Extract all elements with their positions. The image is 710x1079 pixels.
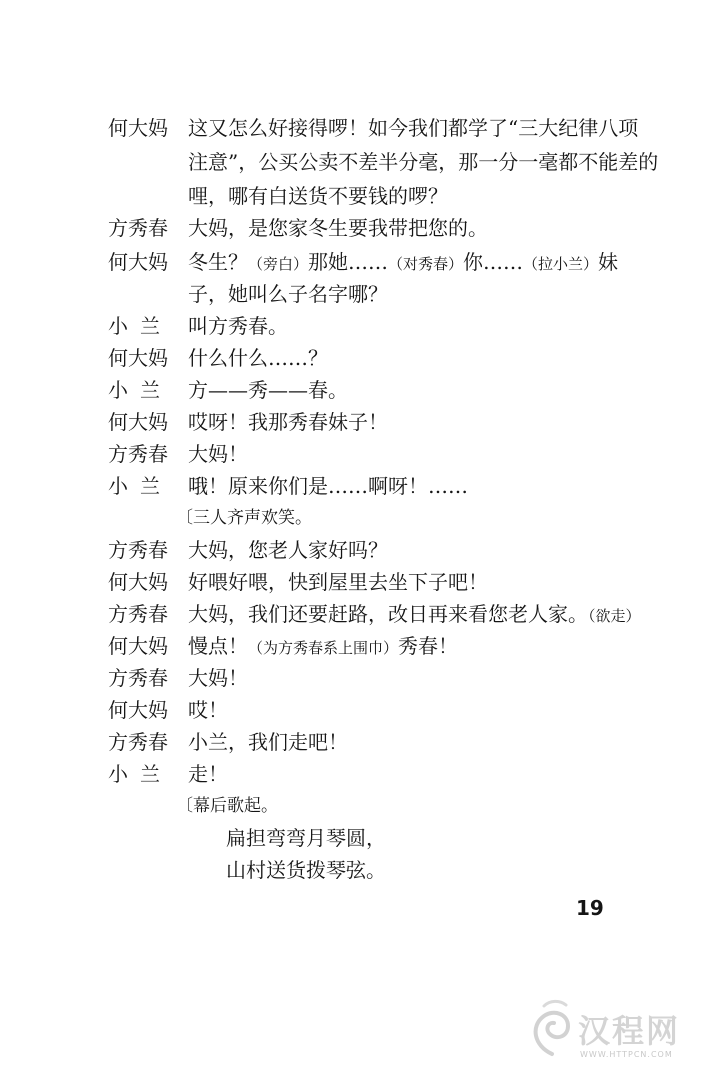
speaker-name: 方秀春 [108,538,168,562]
speaker-name: 何大妈 [108,698,168,722]
stage-aside: （旁白） [248,255,309,273]
dialogue-line [0,728,710,762]
stage-aside: （拉小兰） [523,255,599,273]
dialogue-line [0,312,710,346]
dialogue-segment: 你…… [463,250,524,274]
dialogue-line [0,408,710,442]
dialogue-line [0,760,710,794]
dialogue-line [0,600,710,634]
speaker-name: 何大妈 [108,570,168,594]
dialogue-segment: 大妈，我们还要赶路，改日再来看您老人家。 [188,602,588,626]
swirl-logo-icon [524,996,580,1060]
dialogue-segment: 慢点！ [188,634,248,658]
dialogue-text: 这又怎么好接得啰！如今我们都学了“三大纪律八项 [188,116,639,140]
song-line [0,856,710,890]
dialogue-text: 哦！原来你们是……啊呀！…… [188,474,468,498]
dialogue-line [0,664,710,698]
stage-direction-text: 〔幕后歌起。 [176,796,278,816]
dialogue-text: 小兰，我们走吧！ [188,730,348,754]
stage-direction-text: 〔三人齐声欢笑。 [176,508,312,528]
dialogue-text: 大妈，是您家冬生要我带把您的。 [188,216,488,240]
stage-direction [0,792,710,826]
dialogue-text: 什么什么……？ [188,346,328,370]
dialogue-line [0,280,710,314]
dialogue-segment: 冬生？ [188,250,248,274]
dialogue-text [188,600,641,630]
speaker-name: 何大妈 [108,410,168,434]
dialogue-text [188,248,618,278]
speaker-name: 方秀春 [108,666,168,690]
watermark-url: WWW.HTTPCN.COM [580,1050,673,1059]
dialogue-text: 方——秀——春。 [188,378,348,402]
dialogue-segment: 秀春！ [398,634,459,658]
speaker-name: 何大妈 [108,634,168,658]
dialogue-text: 大妈！ [188,442,248,466]
dialogue-line [0,376,710,410]
dialogue-text: 注意”，公买公卖不差半分毫，那一分一毫都不能差的 [188,150,659,174]
dialogue-segment: 妹 [598,250,619,274]
dialogue-text: 大妈，您老人家好吗？ [188,538,388,562]
dialogue-text: 子，她叫么子名字哪？ [188,282,388,306]
dialogue-line [0,114,710,148]
speaker-name: 何大妈 [108,250,168,274]
dialogue-line [0,696,710,730]
speaker-name: 何大妈 [108,346,168,370]
dialogue-line [0,214,710,248]
dialogue-text: 好喂好喂，快到屋里去坐下子吧！ [188,570,488,594]
dialogue-line [0,568,710,602]
stage-aside: （欲走） [588,607,641,625]
page-number: 19 [576,896,604,920]
dialogue-text: 哩，哪有白送货不要钱的啰？ [188,184,448,208]
dialogue-text: 哎！ [188,698,228,722]
watermark-brand: 汉程网 [578,1012,681,1050]
dialogue-line [0,632,710,666]
dialogue-line [0,248,710,282]
dialogue-line [0,344,710,378]
dialogue-text: 哎呀！我那秀春妹子！ [188,410,388,434]
speaker-name: 小兰 [108,378,172,402]
dialogue-line [0,182,710,216]
dialogue-line [0,440,710,474]
speaker-name: 小兰 [108,474,172,498]
song-lyric: 山村送货拨琴弦。 [226,858,386,882]
speaker-name: 何大妈 [108,116,168,140]
stage-aside: （对秀春） [388,255,464,273]
dialogue-text: 叫方秀春。 [188,314,288,338]
speaker-name: 方秀春 [108,730,168,754]
song-line [0,824,710,858]
watermark [520,990,700,1070]
stage-direction [0,504,710,538]
stage-aside: （为方秀春系上围巾） [248,639,399,657]
dialogue-line [0,536,710,570]
speaker-name: 小兰 [108,762,172,786]
speaker-name: 方秀春 [108,602,168,626]
dialogue-segment: 那她…… [308,250,389,274]
speaker-name: 方秀春 [108,442,168,466]
dialogue-text: 大妈！ [188,666,248,690]
dialogue-text: 走！ [188,762,228,786]
dialogue-line [0,472,710,506]
dialogue-line [0,148,710,182]
dialogue-text [188,632,458,662]
song-lyric: 扁担弯弯月琴圆， [226,826,386,850]
speaker-name: 方秀春 [108,216,168,240]
speaker-name: 小兰 [108,314,172,338]
